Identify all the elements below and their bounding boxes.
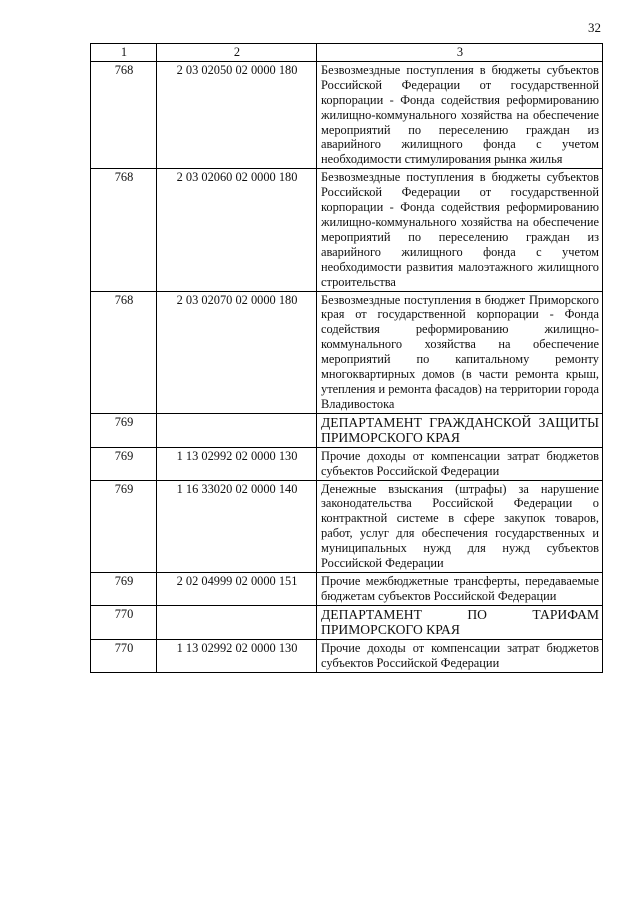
revenue-code-cell: 2 03 02050 02 0000 180 [157, 61, 317, 168]
admin-code-cell: 768 [91, 169, 157, 291]
page-number: 32 [588, 20, 601, 35]
column-header-2: 2 [157, 44, 317, 62]
admin-code-cell: 769 [91, 573, 157, 606]
revenue-code-cell: 1 16 33020 02 0000 140 [157, 480, 317, 572]
revenue-description-cell: Прочие межбюджетные трансферты, передаваемые бюджетам субъектов Российской Федерации [317, 573, 603, 606]
department-name-cell: ДЕПАРТАМЕНТ ПО ТАРИФАМ ПРИМОРСКОГО КРАЯ [317, 605, 603, 639]
department-row [91, 605, 603, 639]
revenue-code-cell [157, 605, 317, 639]
revenue-description-cell: Прочие доходы от компенсации затрат бюджетов субъектов Российской Федерации [317, 447, 603, 480]
revenue-description-cell: Безвозмездные поступления в бюджеты субъектов Российской Федерации от государственной корпорации - Фонда содействия реформированию жилищно-коммунального хозяйства на обеспечение мероприятий по переселению граждан из аварийного жилищного фонда с учетом необходимости развития малоэтажного жилищного строительства [317, 169, 603, 291]
table-row [91, 61, 603, 168]
admin-code-cell: 769 [91, 413, 157, 447]
admin-code-cell: 768 [91, 291, 157, 413]
revenue-description-cell: Денежные взыскания (штрафы) за нарушение законодательства Российской Федерации о контрактной системе в сфере закупок товаров, работ, услуг для обеспечения государственных и муниципальных нужд для нужд субъектов Российской Федерации [317, 480, 603, 572]
table-row [91, 573, 603, 606]
revenue-description-cell: Безвозмездные поступления в бюджеты субъектов Российской Федерации от государственной корпорации - Фонда содействия реформированию жилищно-коммунального хозяйства на обеспечение мероприятий по переселению граждан из аварийного жилищного фонда с учетом необходимости стимулирования рынка жилья [317, 61, 603, 168]
revenue-code-cell: 2 03 02060 02 0000 180 [157, 169, 317, 291]
admin-code-cell: 769 [91, 480, 157, 572]
department-name-cell: ДЕПАРТАМЕНТ ГРАЖДАНСКОЙ ЗАЩИТЫ ПРИМОРСКОГО КРАЯ [317, 413, 603, 447]
revenue-code-cell: 1 13 02992 02 0000 130 [157, 639, 317, 672]
admin-code-cell: 770 [91, 605, 157, 639]
revenue-code-cell: 2 03 02070 02 0000 180 [157, 291, 317, 413]
admin-code-cell: 770 [91, 639, 157, 672]
revenue-description-cell: Безвозмездные поступления в бюджет Приморского края от государственной корпорации - Фонда содействия реформированию жилищно-коммунального хозяйства на обеспечение мероприятий по капитальному ремонту многоквартирных домов (в части ремонта крыш, утепления и ремонта фасадов) на территории города Владивостока [317, 291, 603, 413]
table-header-row [91, 44, 603, 62]
budget-classification-table [90, 43, 603, 673]
table-row [91, 169, 603, 291]
revenue-code-cell: 1 13 02992 02 0000 130 [157, 447, 317, 480]
column-header-1: 1 [91, 44, 157, 62]
table-row [91, 291, 603, 413]
department-row [91, 413, 603, 447]
admin-code-cell: 768 [91, 61, 157, 168]
column-header-3: 3 [317, 44, 603, 62]
table-row [91, 480, 603, 572]
revenue-code-cell [157, 413, 317, 447]
admin-code-cell: 769 [91, 447, 157, 480]
table-row [91, 447, 603, 480]
revenue-description-cell: Прочие доходы от компенсации затрат бюджетов субъектов Российской Федерации [317, 639, 603, 672]
revenue-code-cell: 2 02 04999 02 0000 151 [157, 573, 317, 606]
table-row [91, 639, 603, 672]
